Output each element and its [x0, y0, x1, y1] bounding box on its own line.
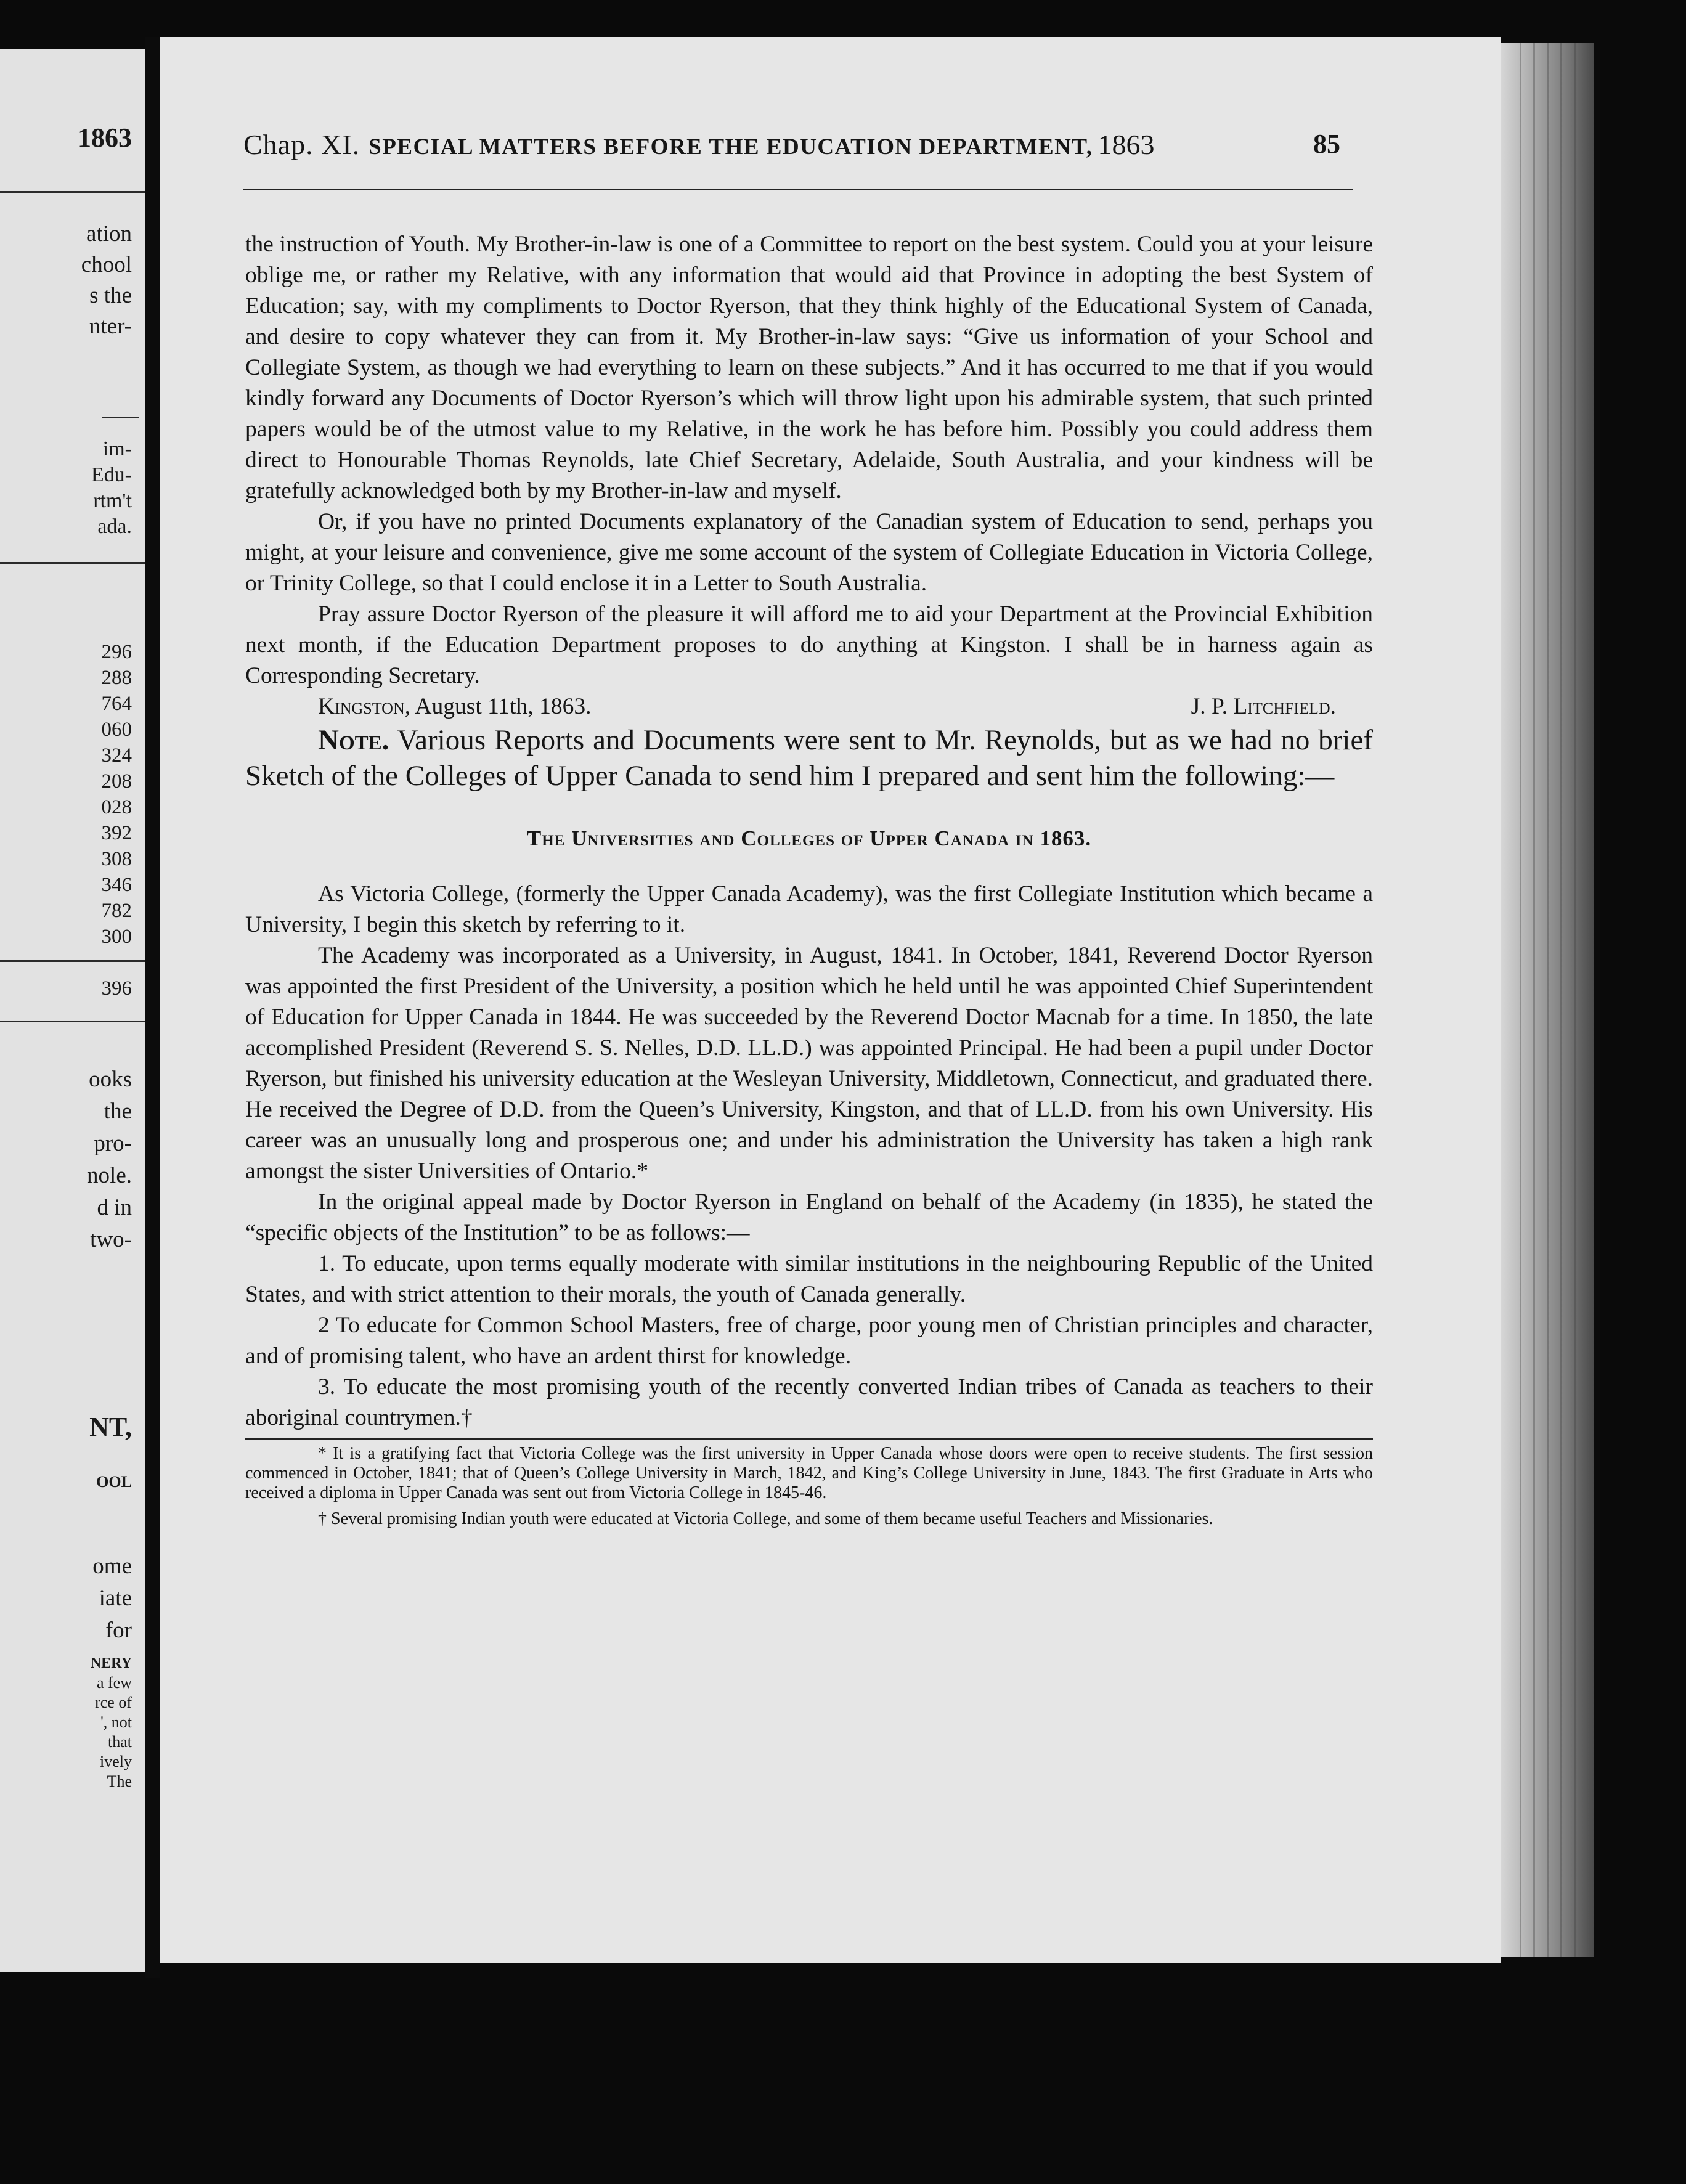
left-fragment: ada.: [97, 515, 132, 538]
book-page: [160, 37, 1501, 1963]
left-fragment: nole.: [87, 1163, 132, 1188]
left-fragment: a few: [96, 1674, 132, 1692]
left-fragment: OOL: [96, 1473, 132, 1491]
left-page-rule: [0, 1021, 145, 1022]
section-paragraph: The Academy was incorporated as a University, in August, 1841. In October, 1841, Reverend Doctor Ryerson was appointed the first President of the University, a position which he held until he was appointed Chief Superintendent of Education for Upper Canada in 1844. He was succeeded by the Reverend Doctor Macnab for a time. In 1850, the late accomplished President (Reverend S. S. Nelles, D.D. LL.D.) was appointed Principal. He had been a pupil under Doctor Ryerson, but finished his university education at the Wesleyan University, Middletown, Connecticut, and graduated there. He received the Degree of D.D. from the Queen’s University, Kingston, and that of LL.D. from his own University. His career was an unusually long and prosperous one; and under his administration the University has taken a high rank amongst the sister Universities of Ontario.*: [245, 943, 1373, 1184]
left-fragment: 060: [101, 719, 132, 741]
note-label: Note.: [318, 724, 389, 756]
left-fragment: chool: [81, 252, 132, 277]
note-text: Various Reports and Documents were sent to Mr. Reynolds, but as we had no brief Sketch of the Colleges of Upper Canada to send him I prepared and sent him the following:—: [245, 724, 1373, 792]
left-page-year: 1863: [78, 123, 132, 153]
section-paragraph: As Victoria College, (formerly the Upper Canada Academy), was the first Collegiate Institution which became a University, I begin this sketch by referring to it.: [245, 881, 1373, 937]
header-rule: [243, 189, 1353, 190]
page-edge-line: [1533, 43, 1535, 1957]
left-page-rule: [102, 417, 139, 418]
left-fragment: pro-: [94, 1131, 132, 1156]
footnote-rule: [245, 1438, 1373, 1440]
left-fragment: 028: [101, 796, 132, 818]
page-edge-line: [1560, 43, 1562, 1957]
left-fragment: 300: [101, 926, 132, 948]
left-fragment: 208: [101, 770, 132, 793]
page-edge-line: [1574, 43, 1576, 1957]
left-fragment: rtm't: [93, 489, 132, 512]
running-header: [243, 128, 1340, 171]
chapter-label: Chap. XI.: [243, 129, 360, 160]
left-fragment: 324: [101, 744, 132, 767]
section-title: The Universities and Colleges of Upper Canada in 1863.: [526, 826, 1092, 850]
left-fragment: ', not: [100, 1713, 132, 1731]
left-fragment: two-: [90, 1227, 132, 1252]
left-fragment: that: [108, 1733, 132, 1751]
left-fragment: nter-: [89, 314, 132, 339]
left-fragment: 396: [101, 977, 132, 1000]
left-fragment: 764: [101, 693, 132, 715]
letter-paragraph: Pray assure Doctor Ryerson of the pleasure it will afford me to aid your Department at the Provincial Exhibition next month, if the Education Department proposes to do anything at Kingston. I shall be in harness again as Corresponding Secretary.: [245, 601, 1373, 688]
left-fragment: NERY: [90, 1655, 132, 1671]
letter-signature: J. P. Litchfield.: [1191, 694, 1336, 719]
chapter-title: SPECIAL MATTERS BEFORE THE EDUCATION DEPARTMENT,: [369, 134, 1093, 160]
left-fragment: NT,: [89, 1412, 132, 1442]
letter-signoff: [245, 691, 1373, 722]
left-fragment: ation: [86, 221, 132, 247]
left-fragment: 308: [101, 848, 132, 870]
left-fragment: iate: [99, 1586, 132, 1611]
footnote: † Several promising Indian youth were educated at Victoria College, and some of them became useful Teachers and Missionaries.: [318, 1509, 1213, 1528]
page-edge-line: [1547, 43, 1549, 1957]
letter-paragraph: the instruction of Youth. My Brother-in-law is one of a Committee to report on the best system. Could you at your leisure oblige me, or rather my Relative, with any information that would aid that Province in adopting the best System of Education; say, with my compliments to Doctor Ryerson, that they think highly of the Educational System of Canada, and desire to copy whatever they can from it. My Brother-in-law says: “Give us information of your School and Collegiate System, as though we had everything to learn on these subjects.” And it has occurred to me that if you would kindly forward any Documents of Doctor Ryerson’s which will throw light upon his admirable system, that such printed papers would be of the utmost value to my Relative, in the work he has before him. Possibly you could address them direct to Honourable Thomas Reynolds, late Chief Secretary, Adelaide, South Australia, and your kindness will be gratefully acknowledged both by my Brother-in-law and myself.: [245, 232, 1373, 503]
left-page-rule: [0, 191, 145, 193]
chapter-year: 1863: [1098, 129, 1155, 160]
section-paragraph: 1. To educate, upon terms equally moderate with similar institutions in the neighbouring Republic of the United States, and with strict attention to their morals, the youth of Canada generally.: [245, 1251, 1373, 1307]
left-fragment: im-: [102, 438, 132, 460]
left-fragment: 782: [101, 900, 132, 922]
left-fragment: ome: [92, 1554, 132, 1579]
section-paragraph: In the original appeal made by Doctor Ryerson in England on behalf of the Academy (in 1835), he stated the “specific objects of the Institution” to be as follows:—: [245, 1189, 1373, 1245]
left-fragment: rce of: [95, 1693, 132, 1711]
section-paragraph: 2 To educate for Common School Masters, free of charge, poor young men of Christian principles and character, and of promising talent, who have an ardent thirst for knowledge.: [245, 1313, 1373, 1369]
letter-place: Kingston: [318, 694, 405, 719]
left-fragment: d in: [97, 1195, 132, 1220]
footnotes: [245, 1444, 1373, 1529]
left-fragment: the: [104, 1099, 132, 1124]
footnote: * It is a gratifying fact that Victoria College was the first university in Upper Canada whose doors were open to receive students. The first session commenced in October, 1841; that of Queen’s College University in March, 1842, and King’s College University in June, 1843. The first Graduate in Arts who received a diploma in Upper Canada was sent out from Victoria College in 1845-46.: [245, 1444, 1373, 1502]
page-edge-line: [1520, 43, 1521, 1957]
left-fragment: The: [107, 1772, 132, 1790]
left-fragment: s the: [89, 283, 132, 308]
left-fragment: Edu-: [91, 463, 132, 486]
left-fragment: 392: [101, 822, 132, 844]
left-fragment: 346: [101, 874, 132, 896]
left-page-rule: [0, 562, 145, 564]
left-fragment: 296: [101, 641, 132, 663]
left-fragment: 288: [101, 667, 132, 689]
book-gutter: [145, 37, 160, 1978]
page-body: [245, 229, 1373, 1535]
editor-note: [245, 722, 1373, 794]
page-number: 85: [1313, 129, 1340, 159]
letter-dateline: [318, 691, 592, 722]
page-edge-stack: [1501, 43, 1594, 1957]
left-page-fragment: [0, 49, 145, 1972]
letter-paragraph: Or, if you have no printed Documents explanatory of the Canadian system of Education to send, perhaps you might, at your leisure and convenience, give me some account of the system of Collegiate Education in Victoria College, or Trinity College, so that I could enclose it in a Letter to South Australia.: [245, 509, 1373, 596]
section-paragraph: 3. To educate the most promising youth of the recently converted Indian tribes of Canada as teachers to their aboriginal countrymen.†: [245, 1374, 1373, 1430]
left-fragment: for: [105, 1618, 132, 1643]
left-fragment: ively: [100, 1753, 132, 1770]
left-fragment: ooks: [89, 1067, 132, 1092]
left-page-rule: [0, 960, 145, 962]
letter-date: , August 11th, 1863.: [404, 694, 592, 719]
